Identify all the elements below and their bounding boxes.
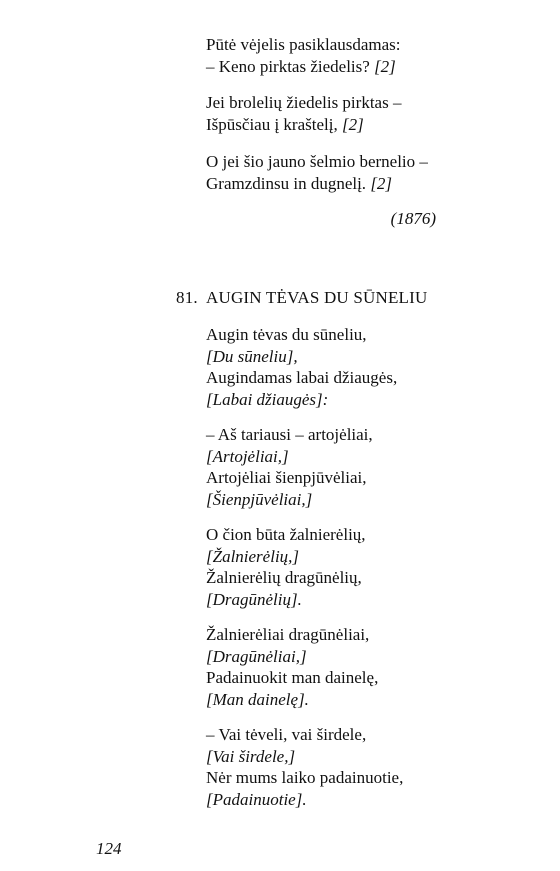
repeat-marker: [2] [370,174,393,193]
verse-refrain: [Šienpjūvėliai,] [206,490,313,509]
verse-refrain: [Man dainelę]. [206,690,309,709]
verse-line: – Aš tariausi – artojėliai, [206,425,373,444]
verse-refrain: [Labai džiaugės]: [206,390,329,409]
song-number: 81. [176,288,198,307]
verse-refrain: [Padainuotie]. [206,790,307,809]
verse-refrain: [Žalnierėlių,] [206,547,300,566]
verse-line: Pūtė vėjelis pasiklausdamas: [206,35,401,54]
verse-line: Artojėliai šienpjūvėliai, [206,468,367,487]
verse-line: Augin tėvas du sūneliu, [206,325,367,344]
verse-line: Augindamas labai džiaugės, [206,368,398,387]
verse-line: – Keno pirktas žiedelis? [2] [206,57,396,76]
repeat-marker: [2] [374,57,396,76]
verse-line: Jei brolelių žiedelis pirktas – [206,93,402,112]
verse-refrain: [Dragūnėlių]. [206,590,302,609]
verse-line: O čion būta žalnierėlių, [206,525,366,544]
verse-refrain: [Dragūnėliai,] [206,647,307,666]
verse-line: Išpūsčiau į kraštelį, [2] [206,115,364,134]
verse-refrain: [Du sūneliu], [206,347,298,366]
repeat-marker: [2] [341,115,364,134]
song-title: AUGIN TĖVAS DU SŪNELIU [206,288,428,307]
verse-line: Žalnierėlių dragūnėlių, [206,568,362,587]
verse-line: Gramzdinsu in dugnelį. [2] [206,174,393,193]
verse-line: Padainuokit man dainelę, [206,668,379,687]
page-number: 124 [96,839,122,858]
verse-refrain: [Vai širdele,] [206,747,296,766]
verse-line: – Vai tėveli, vai širdele, [206,725,367,744]
verse-refrain: [Artojėliai,] [206,447,289,466]
verse-line: O jei šio jauno šelmio bernelio – [206,152,428,171]
verse-line: Nėr mums laiko padainuotie, [206,768,404,787]
verse-line: Žalnierėliai dragūnėliai, [206,625,370,644]
song-year: (1876) [390,209,436,228]
